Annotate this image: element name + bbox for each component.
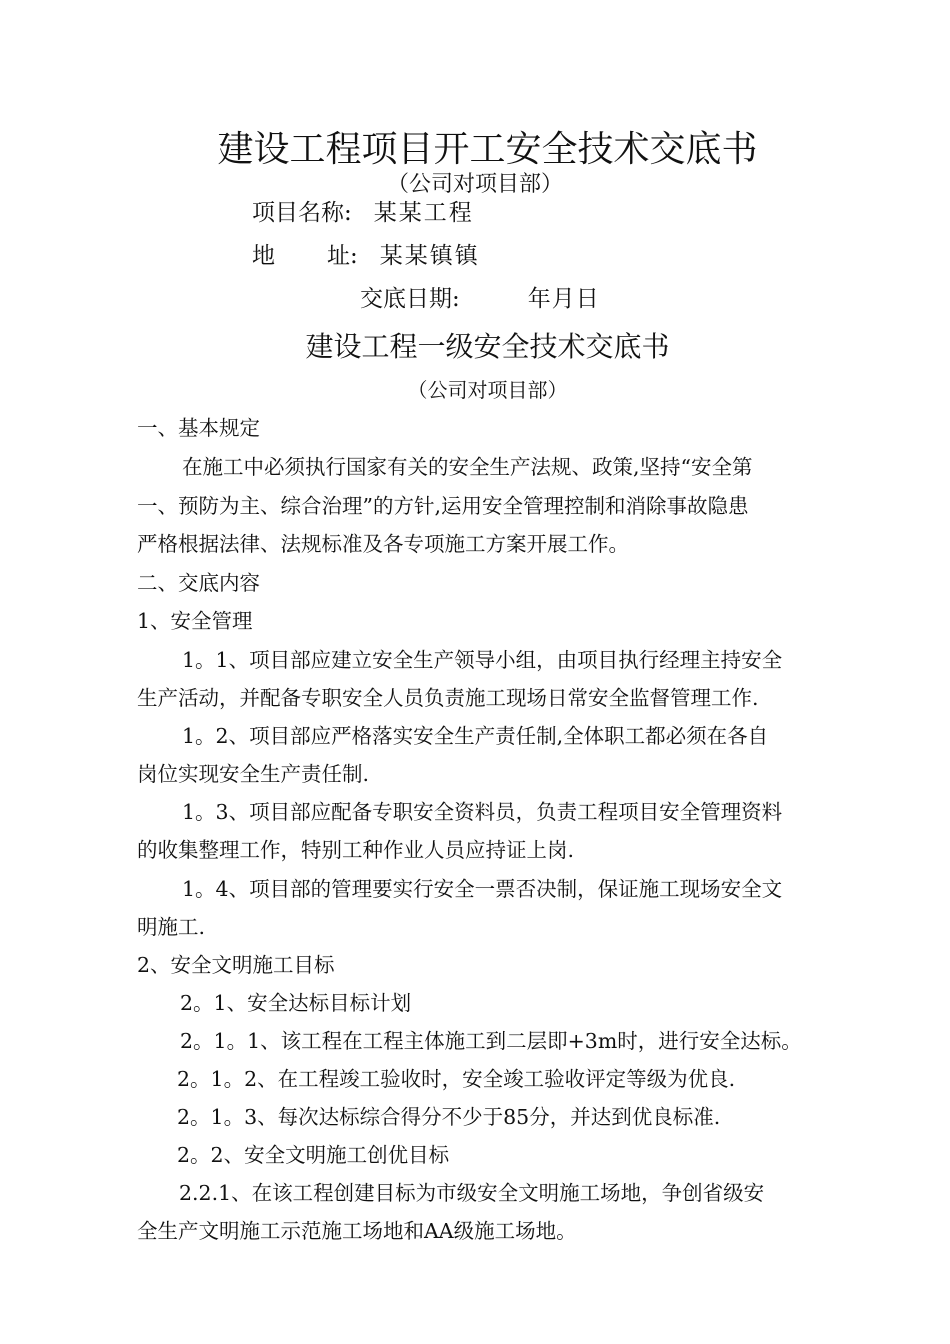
date-row bbox=[360, 284, 600, 314]
date-label: 交底日期: bbox=[360, 286, 460, 312]
paragraph-line: 生产活动，并配备专职安全人员负责施工现场日常安全监督管理工作. bbox=[137, 686, 759, 710]
paragraph-line: 1。1、项目部应建立安全生产领导小组，由项目执行经理主持安全 bbox=[182, 648, 783, 672]
paragraph-line: 在施工中必须执行国家有关的安全生产法规、政策,坚持“安全第 bbox=[182, 455, 753, 479]
heading-content: 二、交底内容 bbox=[137, 571, 260, 595]
project-name-row bbox=[252, 198, 474, 228]
paragraph-line: 1。4、项目部的管理要实行安全一票否决制，保证施工现场安全文 bbox=[182, 877, 783, 901]
address-label-part2: 址: bbox=[327, 243, 358, 269]
heading-safety-management: 1、安全管理 bbox=[137, 609, 253, 633]
section-title: 建设工程一级安全技术交底书 bbox=[305, 330, 670, 363]
heading-safety-goals: 2、安全文明施工目标 bbox=[137, 953, 335, 977]
paragraph-line: 岗位实现安全生产责任制. bbox=[137, 762, 370, 786]
paragraph-line: 一、预防为主、综合治理”的方针,运用安全管理控制和消除事故隐患 bbox=[137, 494, 749, 518]
address-row bbox=[252, 241, 480, 271]
date-value: 年月日 bbox=[527, 286, 600, 312]
paragraph-line: 2。1。2、在工程竣工验收时，安全竣工验收评定等级为优良. bbox=[177, 1067, 736, 1091]
paragraph-line: 全生产文明施工示范施工场地和AA级施工场地。 bbox=[137, 1219, 577, 1243]
subheading-line: 2。2、安全文明施工创优目标 bbox=[177, 1143, 450, 1167]
paragraph-line: 严格根据法律、法规标准及各专项施工方案开展工作。 bbox=[137, 532, 629, 556]
project-name-value: 某某工程 bbox=[373, 200, 474, 226]
heading-basic-rules: 一、基本规定 bbox=[137, 416, 260, 440]
subheading-line: 2。1、安全达标目标计划 bbox=[180, 991, 412, 1015]
paragraph-line: 2。1。3、每次达标综合得分不少于85分，并达到优良标准. bbox=[177, 1105, 721, 1129]
document-title: 建设工程项目开工安全技术交底书 bbox=[217, 129, 758, 170]
paragraph-line: 2.2.1、在该工程创建目标为市级安全文明施工场地，争创省级安 bbox=[179, 1181, 765, 1205]
address-value: 某某镇镇 bbox=[379, 243, 480, 269]
paragraph-line: 1。3、项目部应配备专职安全资料员，负责工程项目安全管理资料 bbox=[182, 800, 783, 824]
section-subtitle: （公司对项目部） bbox=[407, 378, 568, 402]
paragraph-line: 2。1。1、该工程在工程主体施工到二层即+3m时，进行安全达标。 bbox=[180, 1029, 802, 1053]
project-name-label: 项目名称: bbox=[252, 200, 352, 226]
document-subtitle: （公司对项目部） bbox=[386, 172, 563, 197]
address-label-part1: 地 bbox=[252, 243, 275, 269]
paragraph-line: 明施工. bbox=[137, 915, 206, 939]
paragraph-line: 的收集整理工作，特别工种作业人员应持证上岗. bbox=[137, 838, 575, 862]
paragraph-line: 1。2、项目部应严格落实安全生产责任制,全体职工都必须在各自 bbox=[182, 724, 769, 748]
